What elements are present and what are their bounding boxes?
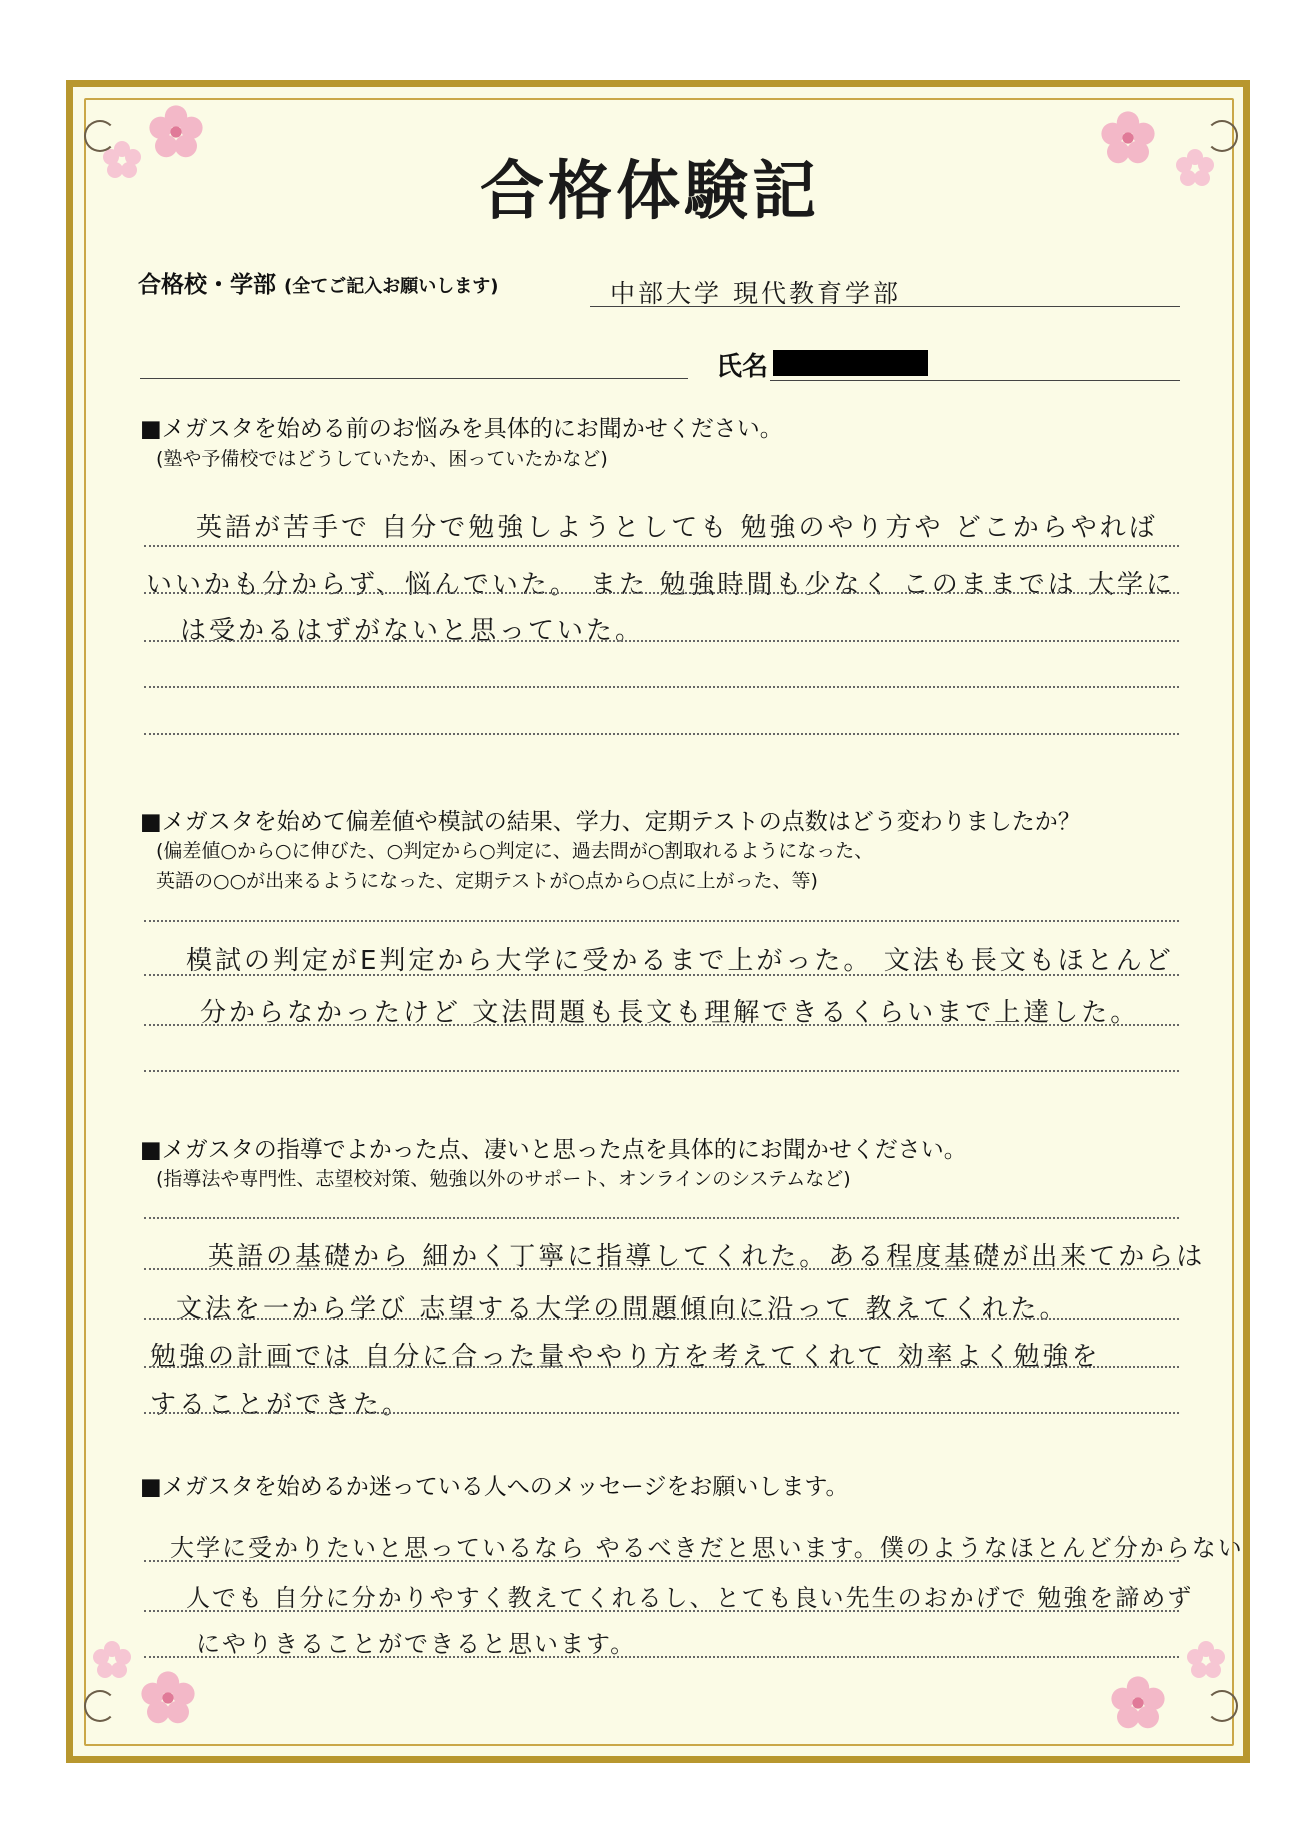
answer-3-line[interactable]: 文法を一から学び 志望する大学の問題傾向に沿って 教えてくれた。 xyxy=(176,1294,1069,1324)
answer-3-line[interactable]: 英語の基礎から 細かく丁寧に指導してくれた。ある程度基礎が出来てからは xyxy=(208,1242,1206,1272)
ruled-line xyxy=(144,920,1179,922)
ruled-line xyxy=(144,686,1179,688)
question-2-sub: 英語の○○が出来るようになった、定期テストが○点から○点に上がった、等) xyxy=(156,870,818,892)
ruled-line xyxy=(144,1268,1179,1270)
question-1-sub: (塾や予備校ではどうしていたか、困っていたかなど) xyxy=(156,448,608,470)
cherry-blossom-icon xyxy=(92,1640,132,1680)
ruled-line xyxy=(144,1024,1179,1026)
ruled-line xyxy=(144,1560,1179,1562)
answer-1-line[interactable]: 英語が苦手で 自分で勉強しようとしても 勉強のやり方や どこからやれば xyxy=(196,513,1158,543)
school-label-text: 合格校・学部 xyxy=(138,272,276,298)
ruled-line xyxy=(144,1656,1179,1658)
ruled-line xyxy=(144,1610,1179,1612)
question-2: ■メガスタを始めて偏差値や模試の結果、学力、定期テストの点数はどう変わりましたか？ xyxy=(140,809,1081,835)
ruled-line xyxy=(144,1412,1179,1414)
ruled-line xyxy=(144,1070,1179,1072)
answer-3-line[interactable]: することができた。 xyxy=(150,1390,412,1420)
answer-2-line[interactable]: 模試の判定がE判定から大学に受かるまで上がった。 文法も長文もほとんど xyxy=(186,946,1174,976)
answer-2-line[interactable]: 分からなかったけど 文法問題も長文も理解できるくらいまで上達した。 xyxy=(200,998,1140,1028)
answer-4-line[interactable]: 大学に受かりたいと思っているなら やるべきだと思います。僕のようなほとんど分からない xyxy=(170,1534,1244,1562)
cherry-blossom-icon xyxy=(1110,1675,1166,1731)
school-label xyxy=(138,266,498,299)
ruled-line xyxy=(144,640,1179,642)
question-3: ■メガスタの指導でよかった点、凄いと思った点を具体的にお聞かせください。 xyxy=(140,1137,967,1163)
answer-4-line[interactable]: 人でも 自分に分かりやすく教えてくれるし、とても良い先生のおかげで 勉強を諦めず xyxy=(186,1584,1194,1612)
ruled-line xyxy=(144,974,1179,976)
scroll-ornament-icon xyxy=(1206,1690,1238,1722)
redacted-name xyxy=(773,350,928,376)
name-label: 氏名 xyxy=(716,352,769,382)
question-1: ■メガスタを始める前のお悩みを具体的にお聞かせください。 xyxy=(140,416,783,442)
ruled-line xyxy=(144,733,1179,735)
cherry-blossom-icon xyxy=(1186,1640,1226,1680)
question-2-sub: (偏差値○から○に伸びた、○判定から○判定に、過去問が○割取れるようになった、 xyxy=(156,840,874,862)
name-underline xyxy=(770,380,1180,381)
answer-1-line[interactable]: いいかも分からず、悩んでいた。 また 勉強時間も少なく このままでは 大学に xyxy=(146,570,1175,600)
ruled-line xyxy=(144,592,1179,594)
ruled-line xyxy=(144,1217,1179,1219)
question-3-sub: (指導法や専門性、志望校対策、勉強以外のサポート、オンラインのシステムなど) xyxy=(156,1168,851,1190)
answer-4-line[interactable]: にやりきることができると思います。 xyxy=(196,1630,637,1658)
school-underline xyxy=(590,306,1180,307)
scroll-ornament-icon xyxy=(84,1690,116,1722)
ruled-line xyxy=(144,1366,1179,1368)
school-label-note: (全てご記入お願いします) xyxy=(284,276,499,297)
school-value[interactable]: 中部大学 現代教育学部 xyxy=(610,279,901,308)
answer-3-line[interactable]: 勉強の計画では 自分に合った量ややり方を考えてくれて 効率よく勉強を xyxy=(150,1342,1101,1372)
answer-1-line[interactable]: は受かるはずがないと思っていた。 xyxy=(180,616,645,646)
ruled-line xyxy=(144,1318,1179,1320)
ruled-line xyxy=(144,545,1179,547)
question-4: ■メガスタを始めるか迷っている人へのメッセージをお願いします。 xyxy=(140,1474,849,1500)
blank-underline xyxy=(140,378,688,379)
page-title: 合格体験記 xyxy=(480,154,820,229)
cherry-blossom-icon xyxy=(140,1670,196,1726)
